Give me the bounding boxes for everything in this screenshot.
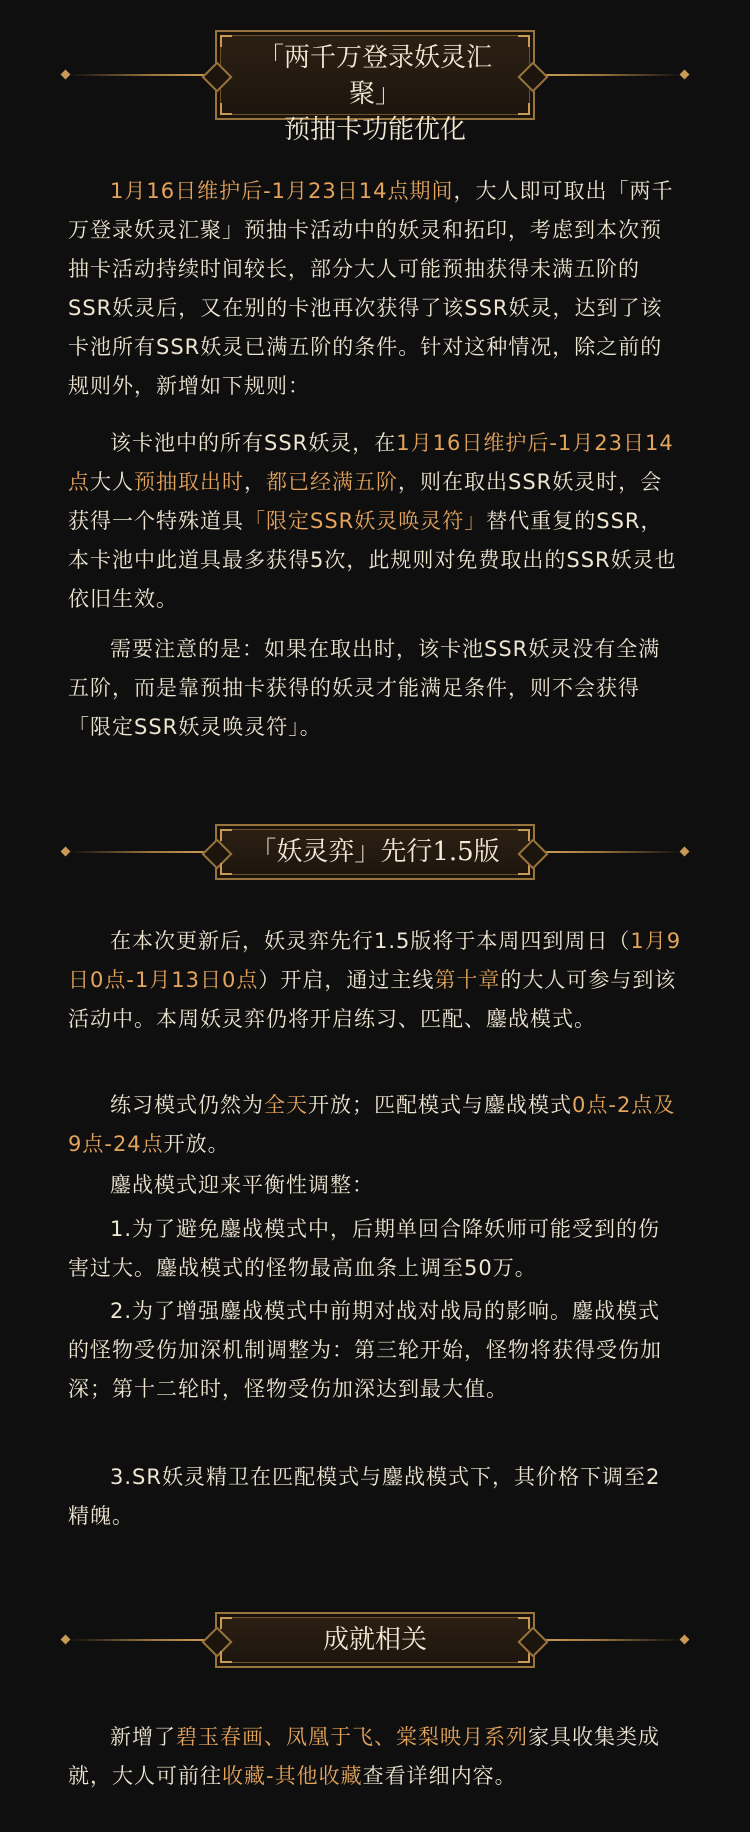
- highlight-text: 碧玉春画、凤凰于飞、棠梨映月系列: [176, 1725, 528, 1749]
- paragraph: [68, 630, 682, 747]
- title-plaque: [215, 1612, 535, 1668]
- divider-dot: [61, 1635, 71, 1645]
- section-title: 「妖灵弈」先行1.5版: [250, 837, 500, 867]
- body-text: ，大人即可取出「两千万登录妖灵汇聚」预抽卡活动中的妖灵和拓印，考虑到本次预抽卡活动持续时间较长，部分大人可能预抽获得未满五阶的SSR妖灵后，又在别的卡池再次获得了该SSR妖灵，达到了该卡池所有SSR妖灵已满五阶的条件。针对这种情况，除之前的规则外，新增如下规则：: [68, 179, 674, 398]
- body-text: 鏖战模式迎来平衡性调整：: [110, 1173, 374, 1197]
- body-text: 2.为了增强鏖战模式中前期对战对战局的影响。鏖战模式的怪物受伤加深机制调整为：第三轮开始，怪物将获得受伤加深；第十二轮时，怪物受伤加深达到最大值。: [68, 1299, 662, 1401]
- highlight-text: 收藏-其他收藏: [222, 1764, 363, 1788]
- paragraph: [68, 922, 682, 1039]
- body-text: 需要注意的是：如果在取出时，该卡池SSR妖灵没有全满五阶，而是靠预抽卡获得的妖灵才能满足条件，则不会获得「限定SSR妖灵唤灵符」。: [68, 637, 661, 739]
- body-text: 替代重复的SSR，本卡池中此道具最多获得5次，此规则对免费取出的SSR妖灵也依旧生效。: [68, 509, 677, 611]
- highlight-text: 「限定SSR妖灵唤灵符」: [244, 509, 487, 533]
- divider-line-right: [545, 74, 682, 76]
- divider-line-right: [545, 1639, 682, 1641]
- section-header-achievement: [0, 1612, 750, 1668]
- body-text: ，: [244, 470, 266, 494]
- paragraph: [68, 1458, 682, 1536]
- paragraph: [68, 172, 682, 406]
- highlight-text: 1月16日维护后-1月23日14点期间: [110, 179, 454, 203]
- section-header-yaolingyi: [0, 824, 750, 880]
- body-text: ，则在取出SSR妖灵时，会获得一个特殊道具: [68, 470, 663, 533]
- highlight-text: 都已经满五阶: [266, 470, 398, 494]
- body-text: 新增了: [110, 1725, 176, 1749]
- paragraph: [68, 1292, 682, 1409]
- body-text: 开放；匹配模式与鏖战模式: [308, 1093, 572, 1117]
- section-title: 成就相关: [322, 1625, 427, 1655]
- divider-line-left: [68, 1639, 205, 1641]
- paragraph: [68, 1718, 682, 1796]
- section-title-line1: 「两千万登录妖灵汇聚」: [257, 43, 492, 109]
- divider-dot: [680, 1635, 690, 1645]
- divider-dot: [680, 847, 690, 857]
- body-text: 查看详细内容。: [362, 1764, 517, 1788]
- title-plaque: [215, 30, 535, 145]
- body-text: 开放。: [163, 1132, 230, 1156]
- section-header-preorder: [0, 30, 750, 145]
- paragraph: [68, 1166, 682, 1205]
- body-text: 的大人可参与到该活动中。本周妖灵弈仍将开启练习、匹配、鏖战模式。: [68, 968, 677, 1031]
- body-text: 练习模式仍然为: [110, 1093, 264, 1117]
- highlight-text: 1月16日维护后-1月23日14点: [68, 431, 674, 494]
- divider-line-left: [68, 74, 205, 76]
- section-title-line2: 预抽卡功能优化: [283, 115, 466, 145]
- highlight-text: 全天: [264, 1093, 308, 1117]
- divider-dot: [680, 70, 690, 80]
- highlight-text: 1月9日0点-1月13日0点: [68, 929, 682, 992]
- paragraph: [68, 424, 682, 619]
- paragraph: [68, 1210, 682, 1288]
- body-text: 家具收集类成就，大人可前往: [68, 1725, 660, 1788]
- paragraph: [68, 1086, 682, 1164]
- highlight-text: 预抽取出时: [134, 470, 244, 494]
- divider-dot: [61, 847, 71, 857]
- body-text: 在本次更新后，妖灵弈先行1.5版将于本周四到周日（: [110, 929, 631, 953]
- body-text: 3.SR妖灵精卫在匹配模式与鏖战模式下，其价格下调至2精魄。: [68, 1465, 661, 1528]
- body-text: 该卡池中的所有SSR妖灵，在: [110, 431, 397, 455]
- divider-line-left: [68, 851, 205, 853]
- body-text: ）开启，通过主线: [258, 968, 435, 992]
- highlight-text: 0点-2点及9点-24点: [68, 1093, 676, 1156]
- body-text: 大人: [90, 470, 134, 494]
- highlight-text: 第十章: [434, 968, 501, 992]
- divider-dot: [61, 70, 71, 80]
- body-text: 1.为了避免鏖战模式中，后期单回合降妖师可能受到的伤害过大。鏖战模式的怪物最高血条上调至50万。: [68, 1217, 661, 1280]
- divider-line-right: [545, 851, 682, 853]
- title-plaque: [215, 824, 535, 880]
